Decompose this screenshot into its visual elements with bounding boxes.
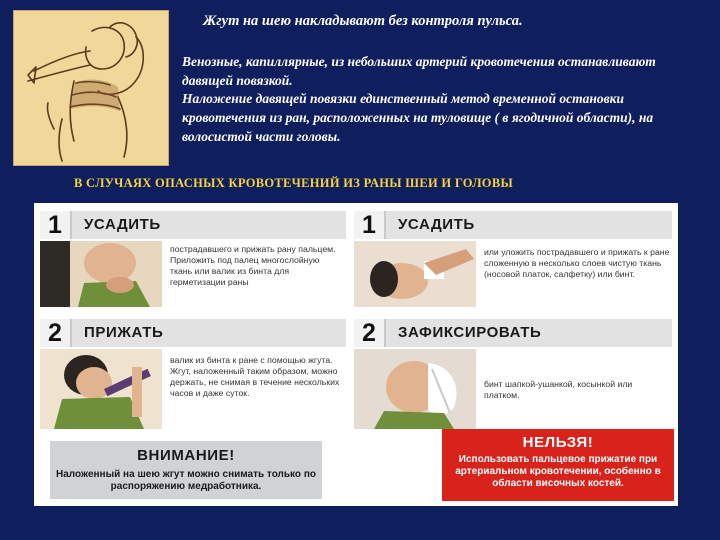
first-aid-poster [34, 203, 678, 506]
tourniquet-illustration [13, 10, 169, 166]
paragraph-bandage-method: Наложение давящей повязки единственный метод временной остановки кровотечения из ран, расположенных на туловище ( в ягодичной области), на волосистой части головы. [182, 91, 654, 144]
step-number: 2 [40, 319, 72, 347]
tourniquet-drawing [14, 11, 168, 165]
left-step2-bar [40, 319, 346, 347]
right-step1-bar [354, 211, 672, 239]
right-step1-photo [354, 241, 476, 307]
page-title: Жгут на шею накладывают без контроля пульса. [203, 13, 523, 29]
tourniquet-neck-icon [40, 349, 162, 429]
right-step2-bar [354, 319, 672, 347]
right-step1-text: или уложить пострадавшего и прижать к ране сложенную в несколько слоев чистую ткань (носовой платок, салфетку) или бинт. [484, 247, 670, 279]
left-step2-text: валик из бинта к ране с помощью жгута. Жгут, наложенный таким образом, можно держать, не снимая в течение нескольких часов и даже суток. [170, 355, 340, 398]
step-label: ЗАФИКСИРОВАТЬ [398, 324, 542, 341]
left-step2-photo [40, 349, 162, 429]
section-heading: В СЛУЧАЯХ ОПАСНЫХ КРОВОТЕЧЕНИЙ ИЗ РАНЫ ШЕИ И ГОЛОВЫ [74, 176, 514, 190]
warning-text: Наложенный на шею жгут можно снимать только по распоряжению медработника. [56, 469, 316, 492]
right-step2-photo [354, 349, 476, 429]
danger-text: Использовать пальцевое прижатие при артериальном кровотечении, особенно в области височных костей. [455, 454, 661, 489]
danger-box [442, 429, 674, 501]
step-number: 1 [40, 211, 72, 239]
step-label: УСАДИТЬ [84, 216, 161, 233]
step-number: 2 [354, 319, 386, 347]
lying-press-icon [354, 241, 476, 307]
warning-title: ВНИМАНИЕ! [137, 447, 235, 464]
left-step1-text: пострадавшего и прижать рану пальцем. Приложить под палец многослойную ткань или валик из бинта для герметизации раны [170, 244, 336, 287]
step-label: ПРИЖАТЬ [84, 324, 164, 341]
step-number: 1 [354, 211, 386, 239]
left-step1-bar [40, 211, 346, 239]
right-step2-text: бинт шапкой-ушанкой, косынкой или платком. [484, 379, 633, 400]
paragraph-pressure-bandage: Венозные, капиллярные, из небольших артерий кровотечения останавливают давящей повязкой. [182, 54, 656, 88]
danger-title: НЕЛЬЗЯ! [522, 434, 594, 451]
head-bandage-icon [354, 349, 476, 429]
step-label: УСАДИТЬ [398, 216, 475, 233]
neck-press-icon [40, 241, 162, 307]
warning-box [50, 441, 322, 499]
left-step1-photo [40, 241, 162, 307]
